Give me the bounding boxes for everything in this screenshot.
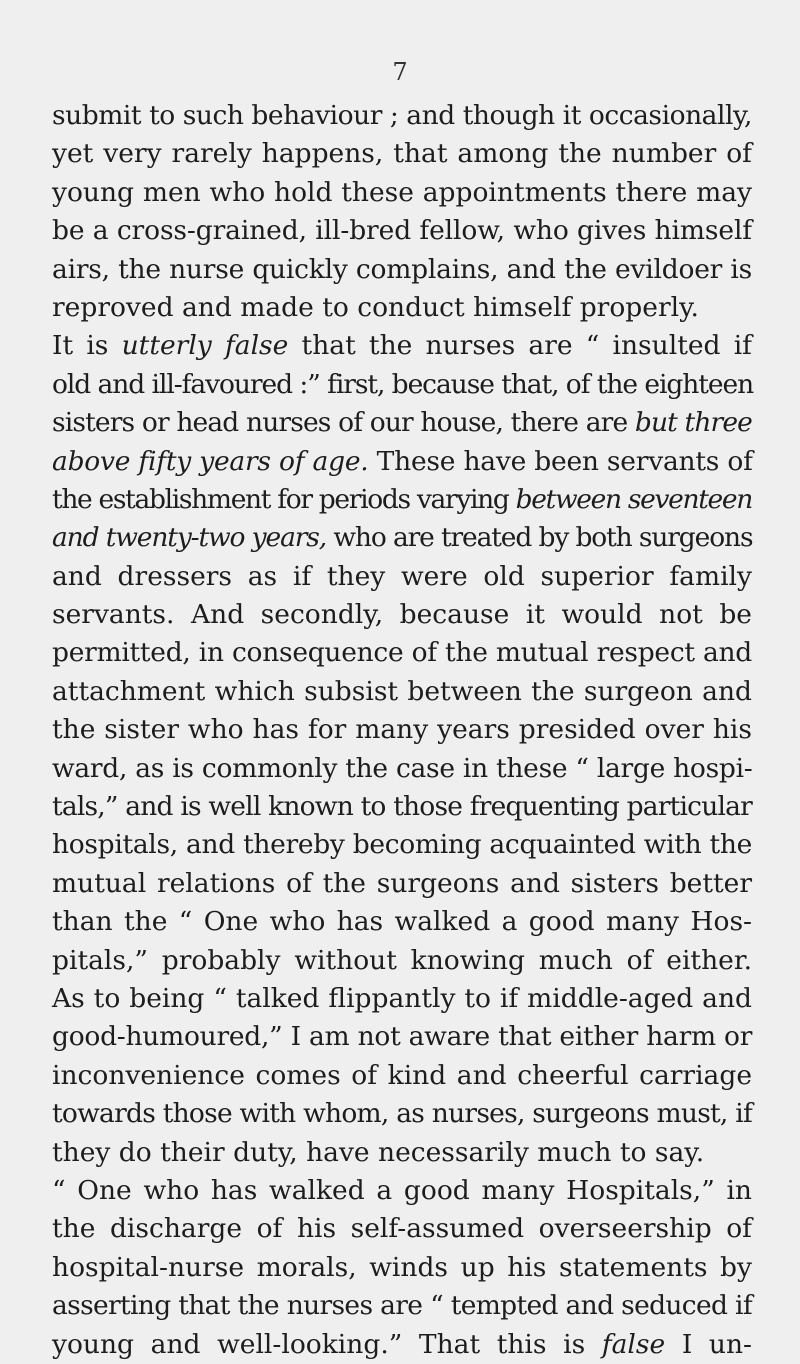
text-segment: It is <box>52 330 122 362</box>
text-line <box>52 1057 752 1095</box>
text-line <box>52 174 752 212</box>
text-segment: tals,” and is well known to those frequenting particular <box>52 791 752 823</box>
text-line <box>52 750 752 788</box>
text-segment: inconvenience comes of kind and cheerful carriage <box>52 1059 752 1091</box>
italic-text-segment: false <box>601 1328 666 1360</box>
text-line <box>52 1249 752 1287</box>
italic-text-segment: and twenty-two years, <box>52 522 327 554</box>
text-segment: and dressers as if they were old superior family <box>52 560 752 592</box>
text-segment: yet very rarely happens, that among the number of <box>52 138 752 170</box>
text-segment: ward, as is commonly the case in these “ large hospi- <box>52 752 753 784</box>
text-segment: airs, the nurse quickly complains, and the evildoer is <box>52 253 752 285</box>
text-segment: “ One who has walked a good many Hospitals,” in <box>52 1174 752 1206</box>
text-segment: attachment which subsist between the surgeon and <box>52 675 752 707</box>
text-segment: young and well-looking.” That this is <box>52 1328 602 1360</box>
page-number: 7 <box>392 58 408 86</box>
text-line <box>52 903 752 941</box>
text-line <box>52 1326 752 1364</box>
text-line <box>52 443 752 481</box>
text-line <box>52 826 752 864</box>
text-segment: mutual relations of the surgeons and sisters better <box>52 867 752 899</box>
text-line <box>52 942 752 980</box>
text-line <box>52 558 752 596</box>
text-segment: pitals,” probably without knowing much of either. <box>52 944 752 976</box>
text-line <box>52 673 752 711</box>
text-segment: young men who hold these appointments there may <box>52 176 752 208</box>
text-line <box>52 519 752 557</box>
text-line <box>52 1095 752 1133</box>
text-segment: they do their duty, have necessarily much to say. <box>52 1136 705 1168</box>
italic-text-segment: between seventeen <box>515 483 752 515</box>
text-line <box>52 366 752 404</box>
text-segment: that the nurses are “ insulted if <box>288 330 752 362</box>
text-line <box>52 1018 752 1056</box>
text-segment: sisters or head nurses of our house, there are <box>52 407 635 439</box>
text-segment: submit to such behaviour ; and though it occasionally, <box>52 100 752 131</box>
text-line <box>52 1287 752 1325</box>
text-line <box>52 1210 752 1248</box>
text-line <box>52 788 752 826</box>
text-segment: asserting that the nurses are “ tempted and seduced if <box>52 1290 752 1322</box>
text-line <box>52 596 752 634</box>
text-segment: the establishment for periods varying <box>52 483 516 515</box>
text-line <box>52 1172 752 1210</box>
text-segment: hospital-nurse morals, winds up his statements by <box>52 1251 752 1283</box>
text-segment: old and ill-favoured :” first, because that, of the eighteen <box>52 368 754 400</box>
text-segment: reproved and made to conduct himself properly. <box>52 291 699 323</box>
italic-text-segment: above fifty years of age. <box>52 445 369 477</box>
text-line <box>52 711 752 749</box>
body-text <box>52 97 752 1364</box>
text-segment: than the “ One who has walked a good many Hos- <box>52 906 752 938</box>
text-line <box>52 865 752 903</box>
text-segment: These have been servants of <box>368 445 753 477</box>
text-line <box>52 404 752 442</box>
text-segment: As to being “ talked flippantly to if middle-aged and <box>52 982 752 1014</box>
text-line <box>52 634 752 672</box>
text-segment: the sister who has for many years presided over his <box>52 714 752 746</box>
text-line <box>52 980 752 1018</box>
text-line <box>52 97 752 135</box>
text-segment: servants. And secondly, because it would not be <box>52 599 752 631</box>
text-segment: towards those with whom, as nurses, surgeons must, if <box>52 1098 753 1130</box>
text-line <box>52 212 752 250</box>
text-line <box>52 481 752 519</box>
text-line <box>52 135 752 173</box>
text-segment: who are treated by both surgeons <box>326 522 753 554</box>
italic-text-segment: but three <box>634 407 753 439</box>
text-segment: permitted, in consequence of the mutual respect and <box>52 637 752 669</box>
text-segment: the discharge of his self-assumed overseership of <box>52 1213 752 1245</box>
italic-text-segment: utterly false <box>121 330 289 362</box>
text-line <box>52 289 752 327</box>
text-segment: I un- <box>665 1328 753 1360</box>
text-line <box>52 327 752 365</box>
text-segment: be a cross-grained, ill-bred fellow, who gives himself <box>52 215 752 247</box>
text-line <box>52 251 752 289</box>
text-segment: good-humoured,” I am not aware that either harm or <box>52 1021 753 1053</box>
text-segment: hospitals, and thereby becoming acquainted with the <box>52 829 752 861</box>
text-line <box>52 1134 752 1172</box>
